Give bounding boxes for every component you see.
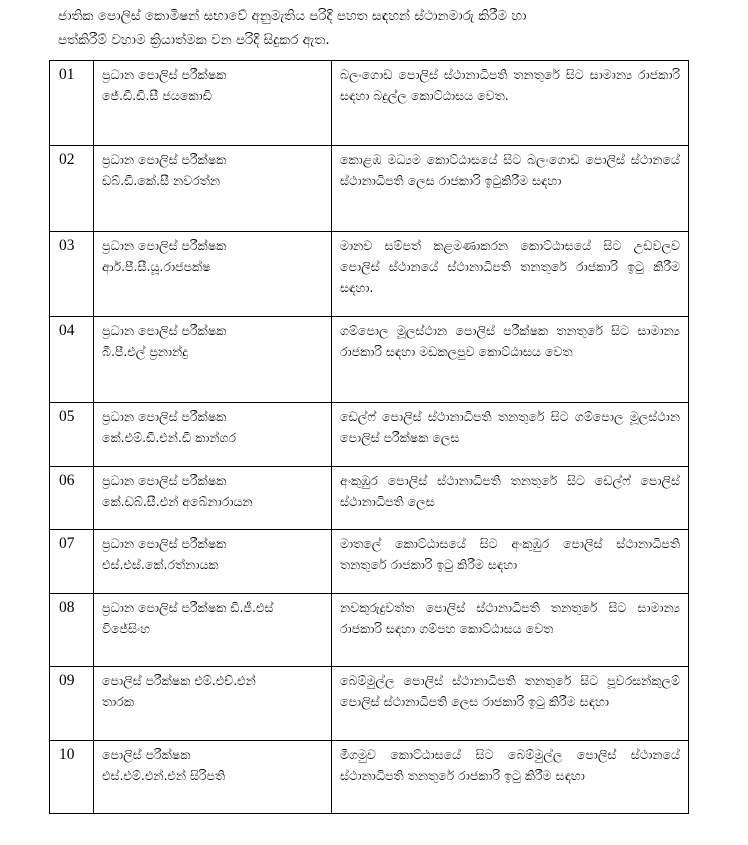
row-number: 06 [50, 467, 94, 530]
assignment-text: නවකුරුදුවත්ත පොලිස් ස්ථානාධිපති තනතුරේ සිට සාමාන්‍ය රාජකාරි සඳහා ගම්පහ කොට්ඨාසය වෙත [340, 600, 680, 636]
table-row [50, 232, 689, 317]
table-row [50, 146, 689, 232]
officer-rank: ප්‍රධාන පොලිස් පරීක්ෂක [102, 67, 227, 82]
table-row [50, 741, 689, 814]
assignment-cell [332, 667, 689, 741]
row-number: 07 [50, 530, 94, 594]
assignment-cell [332, 317, 689, 403]
officer-cell [94, 403, 332, 467]
assignment-cell [332, 594, 689, 667]
intro-paragraph [58, 4, 690, 52]
table-row [50, 594, 689, 667]
assignment-text: මීගමුව කොට්ඨාසයේ සිට බෙම්මුල්ල පොලිස් ස්ථානයේ ස්ථානාධිපති තනතුරේ රාජකාරි ඉටු කිරීම සඳහා [340, 747, 680, 783]
assignment-text: ඩෙල්ෆ් පොලිස් ස්ථානාධිපති තනතුරේ සිට ගම්පොල මූලස්ථාන පොලිස් පරීක්ෂක ලෙස [340, 409, 680, 445]
officer-rank: ප්‍රධාන පොලිස් පරීක්ෂක [102, 536, 227, 551]
officer-cell [94, 667, 332, 741]
officer-name: විජේසිංහ [102, 621, 150, 636]
officer-name: ජේ.ඩී.ඩී.සී ජයකොඩි [102, 88, 212, 103]
row-number: 08 [50, 594, 94, 667]
officer-cell [94, 61, 332, 146]
table-row [50, 530, 689, 594]
officer-rank: පොලිස් පරීක්ෂක [102, 747, 191, 762]
table-row [50, 317, 689, 403]
row-number: 01 [50, 61, 94, 146]
row-number: 09 [50, 667, 94, 741]
officer-rank: ප්‍රධාන පොලිස් පරීක්ෂක [102, 473, 227, 488]
table-row [50, 61, 689, 146]
officer-name: කේ.එම්.ඩී.එන්.ඩී කාන්ගර [102, 430, 237, 445]
officer-name: එස්.එස්.කේ.රත්නායක [102, 557, 219, 572]
assignment-cell [332, 146, 689, 232]
assignment-text: බෙම්මුල්ල පොලිස් ස්ථානාධිපති තනතුරේ සිට පූවරසන්කුලම් පොලිස් ස්ථානාධිපති ලෙස රාජකාරි ඉටු කිරීම සඳහා [340, 673, 680, 709]
assignment-text: ගම්පොල මූලස්ථාන පොලිස් පරීක්ෂක තනතුරේ සිට සාමාන්‍ය රාජකාරි සඳහා මඩකලපුව කොට්ඨාසය වෙත [340, 323, 680, 359]
officer-name: තාරක [102, 694, 134, 709]
officer-cell [94, 594, 332, 667]
intro-line: පත්කිරීම් වහාම ක්‍රියාත්මක වන පරිදි සිදුකර ඇත. [58, 32, 330, 48]
officer-name: ඩබ්.ඩී.කේ.සී නවරත්න [102, 173, 220, 188]
officer-rank: ප්‍රධාන පොලිස් පරීක්ෂක [102, 323, 227, 338]
row-number: 05 [50, 403, 94, 467]
officer-name: ආර්.පී.සී.යූ.රාජපක්ෂ [102, 259, 211, 274]
officer-rank: ප්‍රධාන පොලිස් පරීක්ෂක ඩී.ජී.එස් [102, 600, 274, 615]
officer-rank: ප්‍රධාන පොලිස් පරීක්ෂක [102, 238, 227, 253]
officer-rank: පොලිස් පරීක්ෂක එම්.එච්.එන් [102, 673, 256, 688]
assignment-cell [332, 530, 689, 594]
row-number: 04 [50, 317, 94, 403]
assignment-cell [332, 61, 689, 146]
officer-cell [94, 146, 332, 232]
officer-cell [94, 530, 332, 594]
assignment-text: කොළඹ මධ්‍යම කොට්ඨාසයේ සිට බලංගොඩ පොලිස් ස්ථානයේ ස්ථානාධිපති ලෙස රාජකාරි ඉටුකිරීම සඳහා [340, 152, 680, 188]
row-number: 02 [50, 146, 94, 232]
assignment-text: අංකුඹුර පොලිස් ස්ථානාධිපති තනතුරේ සිට ඩෙල්ෆ් පොලිස් ස්ථානාධිපති ලෙස [340, 473, 680, 509]
assignment-cell [332, 232, 689, 317]
assignment-cell [332, 467, 689, 530]
row-number: 10 [50, 741, 94, 814]
officer-name: බී.පී.එල් ප්‍රනාන්දු [102, 344, 188, 359]
transfer-table [49, 60, 689, 814]
table-row [50, 667, 689, 741]
officer-name: එස්.එම්.එන්.එන් සිරිපති [102, 768, 226, 783]
officer-rank: ප්‍රධාන පොලිස් පරීක්ෂක [102, 152, 227, 167]
assignment-text: මානව සම්පත් කළමණාකරන කොට්ඨාසයේ සිට උඩවලව පොලිස් ස්ථානයේ ස්ථානාධිපති තනතුරේ රාජකාරි ඉටු කිරීම සඳහා. [340, 238, 680, 295]
officer-name: කේ.ඩබ්.සී.එන් අබේනාරායන [102, 494, 253, 509]
officer-cell [94, 232, 332, 317]
assignment-text: බලංගොඩ පොලිස් ස්ථානාධිපති තනතුරේ සිට සාමාන්‍ය රාජකාරි සඳහා බදුල්ල කොට්ඨාසය වෙත. [340, 67, 680, 103]
assignment-cell [332, 403, 689, 467]
intro-line: ජාතික පොලිස් කොමිෂන් සභාවේ අනුමැතිය පරිදි පහත සඳහන් ස්ථානමාරු කිරීම හා [58, 8, 527, 24]
assignment-text: මාතලේ කොට්ඨාසයේ සිට අංකුඹුර පොලිස් ස්ථානාධිපති තනතුරේ රාජකාරි ඉටු කිරීම සඳහා [340, 536, 680, 572]
table-row [50, 467, 689, 530]
row-number: 03 [50, 232, 94, 317]
assignment-cell [332, 741, 689, 814]
officer-cell [94, 317, 332, 403]
officer-cell [94, 467, 332, 530]
officer-rank: ප්‍රධාන පොලිස් පරීක්ෂක [102, 409, 227, 424]
officer-cell [94, 741, 332, 814]
table-row [50, 403, 689, 467]
